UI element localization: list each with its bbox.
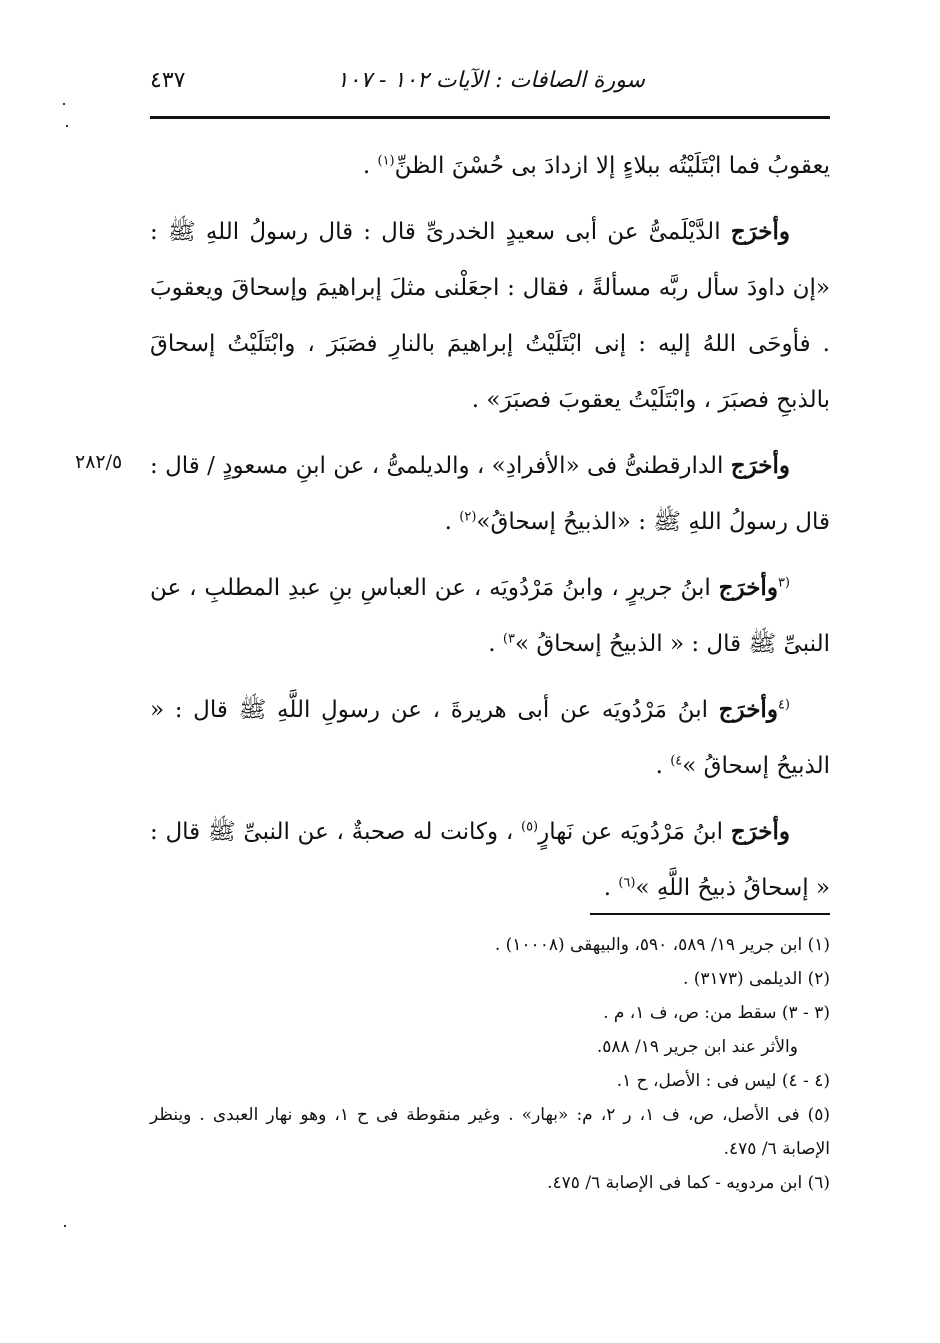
footnotes: [150, 928, 830, 1200]
paragraph-1: [150, 138, 830, 194]
footnote-ref: (٦): [618, 875, 636, 891]
footnote-ref: (٢): [459, 509, 477, 525]
paragraph-tail: .: [603, 875, 619, 901]
footnote-6: (٦) ابن مردويه - كما فى الإصابة ٦/ ٤٧٥.: [547, 1173, 830, 1193]
paragraph-6: [150, 804, 830, 916]
footnote-4: (٤ - ٤) ليس فى : الأصل، ح ١.: [616, 1071, 830, 1091]
paragraph-tail: .: [488, 631, 503, 657]
paragraph-3: [150, 438, 830, 550]
footnote-2: (٢) الديلمى (٣١٧٣) .: [682, 969, 830, 989]
footnote-ref: (٥): [520, 819, 539, 835]
paragraph-lead: وأخرَج: [730, 818, 790, 845]
paragraph-lead: وأخرَج: [730, 218, 790, 245]
footnote-3: (٣ - ٣) سقط من: ص، ف ١، م .: [603, 1003, 830, 1023]
paragraph-2: [150, 204, 830, 428]
main-text: [150, 138, 830, 916]
footnote-range-end: ٤): [670, 753, 683, 769]
scan-speck: [66, 125, 68, 127]
footnote-range-start: (٤: [777, 697, 790, 713]
scan-speck: [63, 103, 65, 105]
paragraph-text: الدَّيْلَمىُّ عن أبى سعيدٍ الخدرىِّ قال : قال رسولُ اللهِ ﷺ : «إن داودَ سأل ربَّه مسألةً ، فقال : اجعَلْنى مثلَ إبراهيمَ وإسحاقَ ويعقوبَ . فأوحَى اللهُ إليه : إنى ابْتَلَيْتُ إبراهيمَ بالنارِ فصَبَرَ ، وابْتَلَيْتُ إسحاقَ بالذبحِ فصبَرَ ، وابْتَلَيْتُ يعقوبَ فصبَرَ» .: [150, 219, 830, 413]
paragraph-lead: وأخرَج: [718, 696, 778, 723]
running-header: [150, 62, 830, 102]
footnote-range-end: ٣): [502, 631, 515, 647]
paragraph-lead: وأخرَج: [718, 574, 778, 601]
paragraph-tail: .: [362, 153, 378, 179]
paragraph-4: [150, 560, 830, 672]
paragraph-text: الدارقطنىُّ فى «الأفرادِ» ، والديلمىُّ ، عن ابنِ مسعودٍ / قال : قال رسولُ اللهِ ﷺ : «الذبيحُ إسحاقُ»: [150, 453, 830, 535]
running-title: سورة الصافات : الآيات ١٠٢ - ١٠٧: [336, 68, 645, 93]
margin-reference: ٢٨٢/٥: [75, 451, 123, 473]
page-number: ٤٣٧: [150, 68, 186, 93]
footnote-range-start: (٣: [777, 575, 790, 591]
paragraph-tail: .: [444, 509, 460, 535]
paragraph-lead: وأخرَج: [730, 452, 790, 479]
footnote-ref: (١): [377, 153, 395, 169]
paragraph-tail: ، وكانت له صحبةٌ ، عن النبىِّ ﷺ قال : « إسحاقُ ذبيحُ اللَّهِ »: [150, 819, 830, 901]
paragraph-text: ابنُ مَرْدُويَه عن أبى هريرةَ ، عن رسولِ اللَّهِ ﷺ قال : « الذبيحُ إسحاقُ »: [150, 697, 830, 779]
scan-speck: [64, 1225, 66, 1227]
footnote-3-continuation: والأثر عند ابن جرير ١٩/ ٥٨٨.: [596, 1037, 798, 1057]
footnote-5: (٥) فى الأصل، ص، ف ١، ر ٢، م: «بهار» . وغير منقوطة فى ح ١، وهو نهار العبدى . وينظر الإصابة ٦/ ٤٧٥.: [150, 1105, 831, 1159]
paragraph-5: [150, 682, 830, 794]
paragraph-text: ابنُ مَرْدُويَه عن نَهارٍ: [538, 819, 731, 845]
paragraph-text: يعقوبُ فما ابْتَلَيْتُه ببلاءٍ إلا ازدادَ بى حُسْنَ الظنِّ: [394, 153, 830, 179]
footnote-1: (١) ابن جرير ١٩/ ٥٨٩، ٥٩٠، والبيهقى (١٠٠٠٨) .: [494, 935, 830, 955]
header-rule: [150, 116, 830, 119]
paragraph-text: ابنُ جريرٍ ، وابنُ مَرْدُويَه ، عن العباسِ بنِ عبدِ المطلبِ ، عن النبىِّ ﷺ قال : « الذبيحُ إسحاقُ »: [150, 575, 830, 657]
paragraph-tail: .: [655, 753, 671, 779]
footnote-rule: [590, 913, 830, 915]
